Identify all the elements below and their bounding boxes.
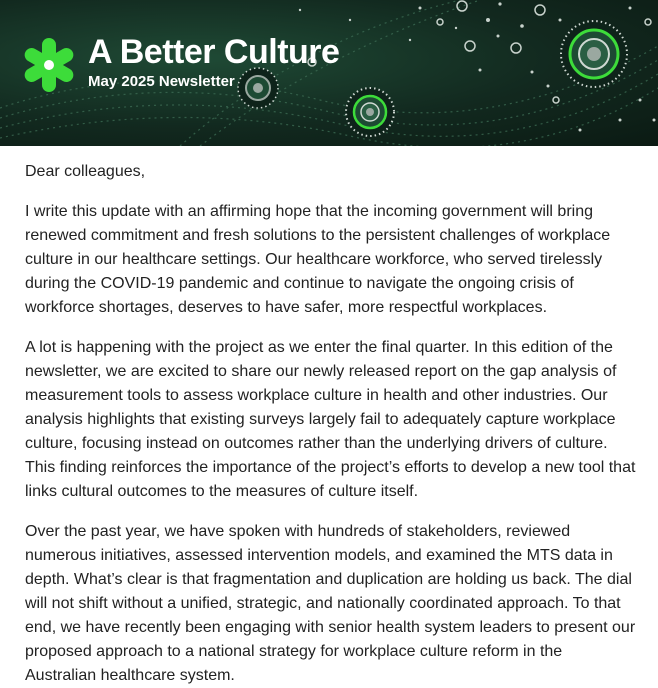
concentric-circle-right <box>561 21 627 87</box>
newsletter-title: A Better Culture <box>88 33 340 71</box>
concentric-circle-middle <box>346 88 394 136</box>
newsletter-body <box>0 146 658 688</box>
paragraph-intro: I write this update with an affirming hope that the incoming government will bring renewed commitment and fresh solutions to the persistent challenges of workplace culture in our healthcare settings. Our healthcare workforce, who served tirelessly during the COVID-19 pandemic and continue to navigate the ongoing crisis of workforce shortages, deserves to have safer, more respectful workplaces. <box>25 203 611 316</box>
asterisk-logo-icon <box>20 36 78 94</box>
paragraph-project-update: A lot is happening with the project as we enter the final quarter. In this edition of the newsletter, we are excited to share our newly released report on the gap analysis of measurement tools to assess workplace culture in health and other industries. Our analysis highlights that existing surveys largely fail to adequately capture workplace culture, focusing instead on outcomes rather than the underlying drivers of culture. This finding reinforces the importance of the project’s efforts to develop a new tool that links cultural outcomes to the measures of culture itself. <box>25 339 636 500</box>
newsletter-date: May 2025 Newsletter <box>88 73 235 90</box>
concentric-circle-left <box>238 68 278 108</box>
greeting: Dear colleagues, <box>25 163 146 180</box>
newsletter-banner <box>0 0 658 146</box>
paragraph-strategy: Over the past year, we have spoken with hundreds of stakeholders, reviewed numerous initiatives, assessed intervention models, and examined the MTS data in depth. What’s clear is that fragmentation and duplication are holding us back. The dial will not shift without a unified, strategic, and nationally coordinated approach. To that end, we have recently been engaging with senior health system leaders to present our proposed approach to a national strategy for workplace culture reform in the Australian healthcare system. <box>25 523 636 684</box>
